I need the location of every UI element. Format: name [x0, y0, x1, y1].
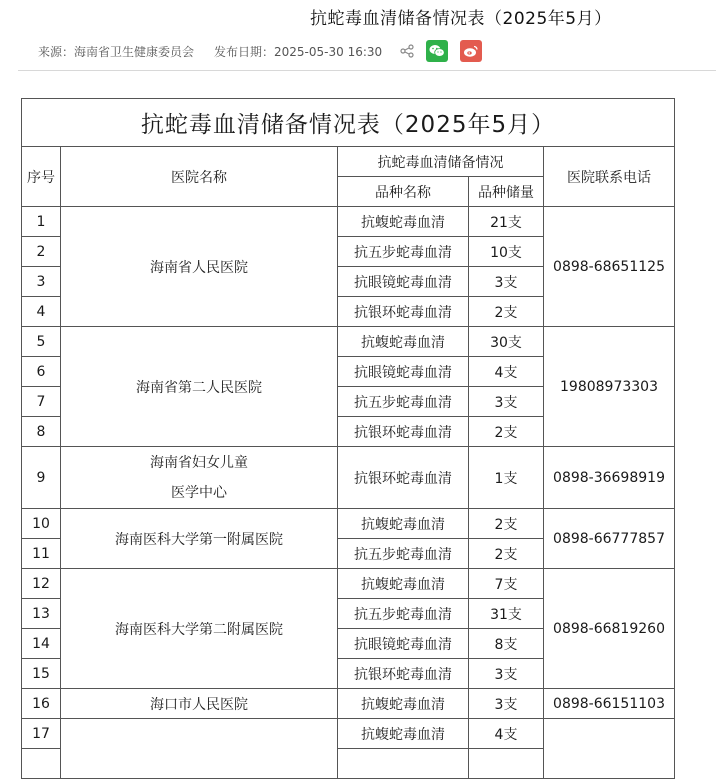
source-label: 来源：海南省卫生健康委员会 — [38, 44, 195, 59]
variety-name: 抗五步蛇毒血清 — [338, 237, 469, 267]
table-caption: 抗蛇毒血清储备情况表（2025年5月） — [22, 99, 675, 147]
row-index: 7 — [22, 387, 61, 417]
stock-quantity: 3支 — [469, 689, 544, 719]
variety-name: 抗眼镜蛇毒血清 — [338, 629, 469, 659]
row-index: 9 — [22, 447, 61, 509]
row-index: 12 — [22, 569, 61, 599]
hospital-name-line: 医学中心 — [171, 484, 227, 501]
stock-quantity: 3支 — [469, 387, 544, 417]
stock-quantity: 2支 — [469, 509, 544, 539]
variety-name: 抗蝮蛇毒血清 — [338, 569, 469, 599]
row-index: 4 — [22, 297, 61, 327]
row-index: 3 — [22, 267, 61, 297]
row-index: 6 — [22, 357, 61, 387]
divider — [18, 70, 716, 71]
article-meta — [38, 40, 482, 62]
row-index: 1 — [22, 207, 61, 237]
wechat-share-button[interactable] — [426, 40, 448, 62]
row-index: 14 — [22, 629, 61, 659]
hospital-phone: 0898-66777857 — [544, 509, 675, 569]
table-row — [22, 447, 675, 509]
variety-name: 抗银环蛇毒血清 — [338, 447, 469, 509]
stock-quantity: 30支 — [469, 327, 544, 357]
stock-quantity: 4支 — [469, 719, 544, 749]
hospital-name — [61, 719, 338, 779]
stock-quantity: 21支 — [469, 207, 544, 237]
stock-quantity: 3支 — [469, 659, 544, 689]
table-row — [22, 569, 675, 599]
publish-date: 发布日期：2025-05-30 16:30 — [214, 44, 383, 59]
stock-quantity: 2支 — [469, 297, 544, 327]
header-index: 序号 — [22, 147, 61, 207]
hospital-phone: 19808973303 — [544, 327, 675, 447]
hospital-phone: 0898-36698919 — [544, 447, 675, 509]
variety-name: 抗眼镜蛇毒血清 — [338, 267, 469, 297]
row-index: 17 — [22, 719, 61, 749]
antivenom-table — [21, 98, 675, 779]
row-index: 10 — [22, 509, 61, 539]
hospital-name — [61, 447, 338, 509]
row-index: 15 — [22, 659, 61, 689]
hospital-name: 海口市人民医院 — [61, 689, 338, 719]
table-row — [22, 207, 675, 237]
header-phone: 医院联系电话 — [544, 147, 675, 207]
table-row — [22, 327, 675, 357]
hospital-phone: 0898-68651125 — [544, 207, 675, 327]
row-index: 13 — [22, 599, 61, 629]
stock-quantity: 1支 — [469, 447, 544, 509]
row-index: 5 — [22, 327, 61, 357]
variety-name: 抗蝮蛇毒血清 — [338, 509, 469, 539]
hospital-phone: 0898-66819260 — [544, 569, 675, 689]
table-row — [22, 509, 675, 539]
stock-quantity — [469, 749, 544, 779]
stock-quantity: 31支 — [469, 599, 544, 629]
stock-quantity: 7支 — [469, 569, 544, 599]
variety-name: 抗银环蛇毒血清 — [338, 659, 469, 689]
header-reserve-group: 抗蛇毒血清储备情况 — [338, 147, 544, 177]
row-index — [22, 749, 61, 779]
variety-name: 抗蝮蛇毒血清 — [338, 207, 469, 237]
share-icon[interactable] — [400, 44, 414, 58]
header-variety: 品种名称 — [338, 177, 469, 207]
row-index: 2 — [22, 237, 61, 267]
hospital-name: 海南省人民医院 — [61, 207, 338, 327]
variety-name — [338, 749, 469, 779]
variety-name: 抗五步蛇毒血清 — [338, 539, 469, 569]
variety-name: 抗银环蛇毒血清 — [338, 417, 469, 447]
hospital-name: 海南省第二人民医院 — [61, 327, 338, 447]
variety-name: 抗五步蛇毒血清 — [338, 599, 469, 629]
variety-name: 抗蝮蛇毒血清 — [338, 327, 469, 357]
hospital-phone — [544, 719, 675, 779]
variety-name: 抗银环蛇毒血清 — [338, 297, 469, 327]
hospital-name: 海南医科大学第二附属医院 — [61, 569, 338, 689]
table-row — [22, 719, 675, 749]
hospital-name-line: 海南省妇女儿童 — [150, 454, 248, 471]
variety-name: 抗蝮蛇毒血清 — [338, 689, 469, 719]
weibo-icon — [463, 44, 479, 58]
row-index: 11 — [22, 539, 61, 569]
hospital-name: 海南医科大学第一附属医院 — [61, 509, 338, 569]
header-quantity: 品种储量 — [469, 177, 544, 207]
variety-name: 抗蝮蛇毒血清 — [338, 719, 469, 749]
stock-quantity: 3支 — [469, 267, 544, 297]
variety-name: 抗眼镜蛇毒血清 — [338, 357, 469, 387]
table-row — [22, 689, 675, 719]
stock-quantity: 2支 — [469, 539, 544, 569]
row-index: 8 — [22, 417, 61, 447]
article-title: 抗蛇毒血清储备情况表（2025年5月） — [310, 9, 612, 29]
variety-name: 抗五步蛇毒血清 — [338, 387, 469, 417]
header-hospital: 医院名称 — [61, 147, 338, 207]
weibo-share-button[interactable] — [460, 40, 482, 62]
stock-quantity: 10支 — [469, 237, 544, 267]
stock-quantity: 4支 — [469, 357, 544, 387]
wechat-icon — [429, 44, 445, 58]
hospital-phone: 0898-66151103 — [544, 689, 675, 719]
stock-quantity: 8支 — [469, 629, 544, 659]
stock-quantity: 2支 — [469, 417, 544, 447]
row-index: 16 — [22, 689, 61, 719]
